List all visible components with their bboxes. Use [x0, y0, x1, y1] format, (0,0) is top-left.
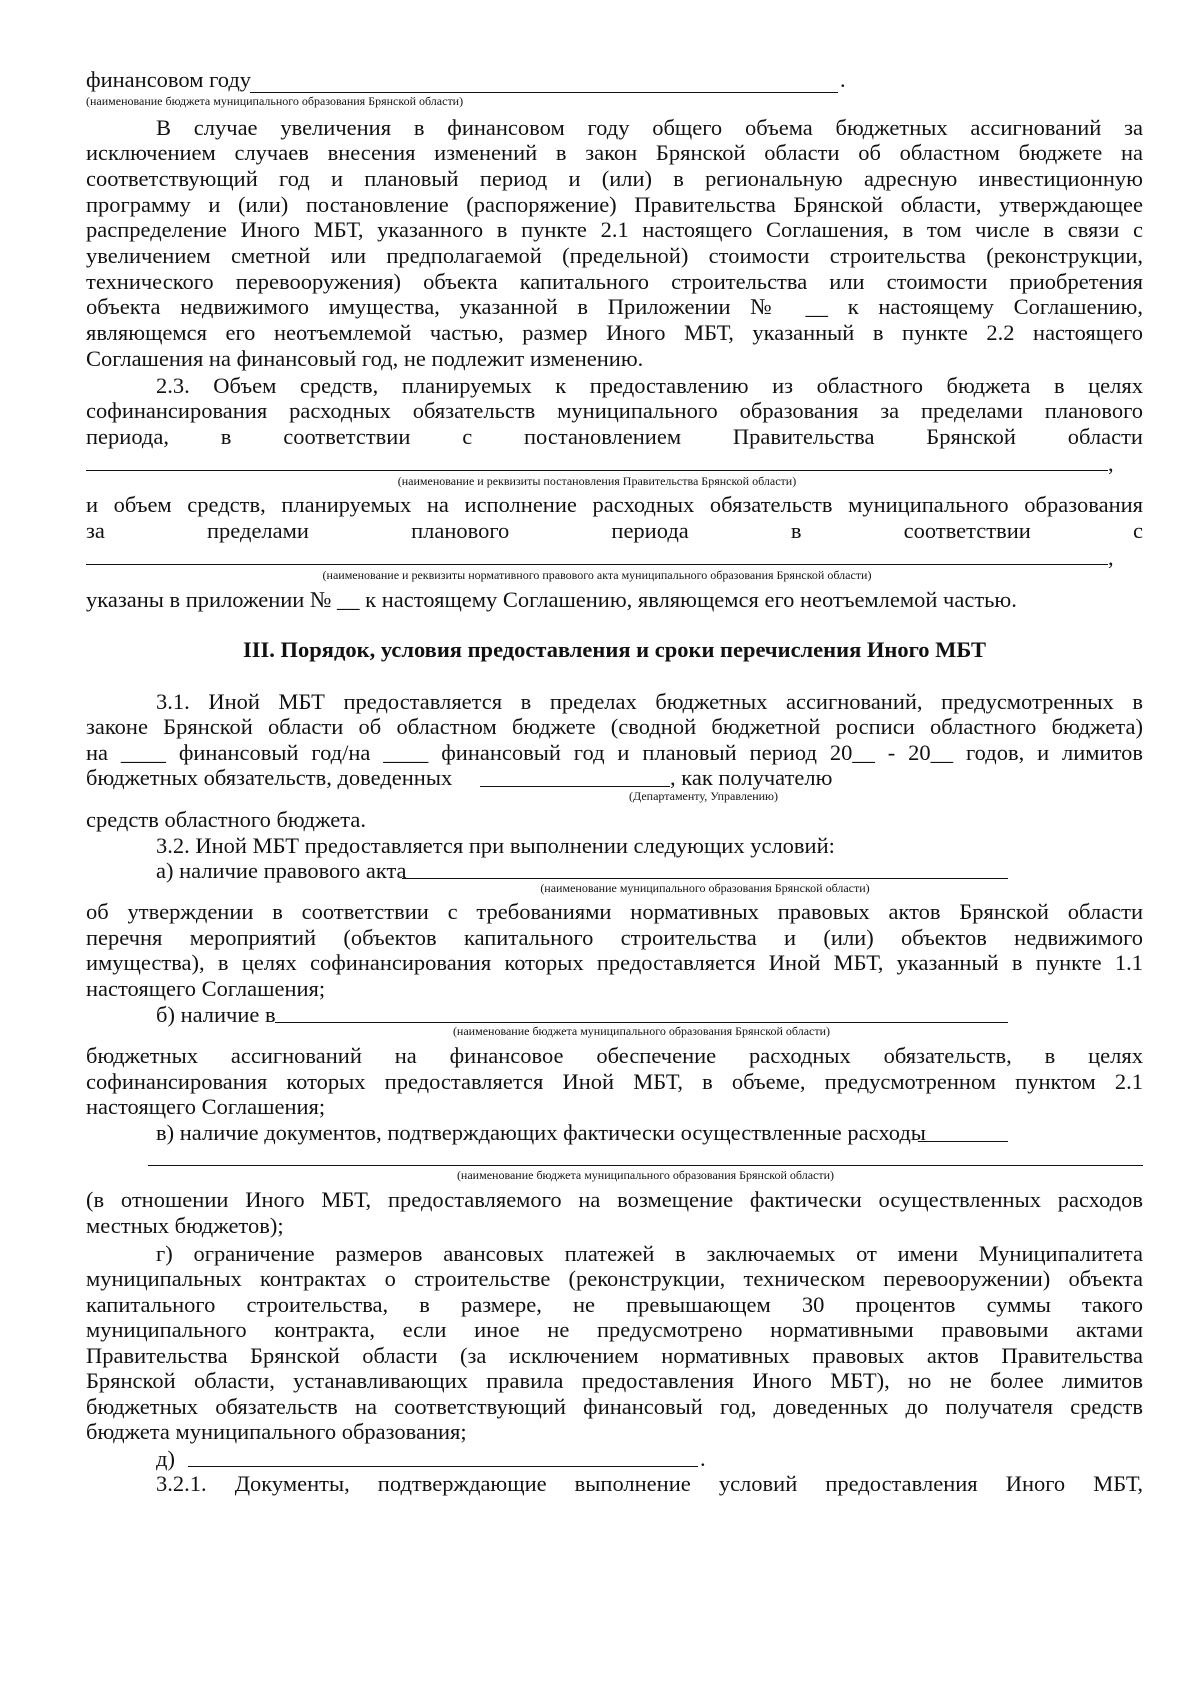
doc-line: г) ограничение размеров авансовых платежей в заключаемых от имени Муниципалитета	[156, 1241, 1143, 1266]
word: за	[86, 518, 105, 543]
doc-line: Правительства Брянской области (за исключением нормативных правовых актов Правительства	[86, 1343, 1143, 1368]
section-heading: III. Порядок, условия предоставления и сроки перечисления Иного МБТ	[243, 637, 986, 662]
doc-line: Брянской области, устанавливающих правила предоставления Иного МБТ), но не более лимитов	[86, 1368, 1143, 1393]
doc-line: капитального строительства, в размере, не превышающем 30 процентов суммы такого	[86, 1292, 1143, 1317]
text: .	[840, 67, 846, 92]
doc-line: соответствующий год и плановый период и (или) в региональную адресную инвестиционную	[86, 166, 1143, 191]
doc-line	[700, 1445, 720, 1473]
word: постановлением	[524, 424, 682, 449]
word: периода,	[86, 424, 169, 449]
doc-line: софинансирования которых предоставляется Иной МБТ, в объеме, предусмотренном пунктом 2.1	[86, 1069, 1143, 1094]
caption: (наименование бюджета муниципального образования Брянской области)	[86, 94, 464, 108]
doc-line	[86, 423, 1143, 451]
doc-line	[1108, 450, 1128, 478]
word: периода	[611, 518, 689, 543]
doc-line: имущества), в целях софинансирования которых предоставляется Иной МБТ, указанный в пункте 1.1	[86, 950, 1143, 975]
doc-line: распределение Иного МБТ, указанного в пункте 2.1 настоящего Соглашения, в том числе в связи с	[86, 217, 1143, 242]
text: , как получателю	[670, 765, 833, 790]
doc-line	[86, 1119, 1143, 1147]
caption: (наименование и реквизиты нормативного правового акта муниципального образования Брянской области)	[322, 568, 872, 582]
doc-line: настоящего Соглашения;	[86, 976, 326, 1001]
doc-line: местных бюджетов);	[86, 1213, 284, 1238]
doc-line: бюджета муниципального образования;	[86, 1419, 467, 1444]
word: с	[462, 424, 473, 449]
doc-line: указаны в приложении № __ к настоящему Соглашению, являющемся его неотъемлемой частью.	[86, 587, 1017, 612]
fill-line	[86, 564, 1108, 565]
doc-line	[1108, 544, 1128, 572]
text: финансовом году	[86, 67, 252, 92]
doc-line: В случае увеличения в финансовом году общего объема бюджетных ассигнований за	[156, 115, 1143, 140]
doc-line: муниципального контракта, если иное не предусмотрено нормативными правовыми актами	[86, 1317, 1143, 1342]
caption: (наименование бюджета муниципального образования Брянской области)	[452, 1024, 831, 1038]
fill-line	[402, 878, 1008, 879]
word: области	[1067, 424, 1143, 449]
doc-line	[86, 764, 1143, 792]
doc-line: настоящего Соглашения;	[86, 1094, 326, 1119]
doc-line: бюджетных ассигнований на финансовое обеспечение расходных обязательств, в целях	[86, 1043, 1143, 1068]
doc-line: 3.1. Иной МБТ предоставляется в пределах бюджетных ассигнований, предусмотренных в	[156, 689, 1143, 714]
word: с	[1132, 518, 1143, 543]
caption: (наименование и реквизиты постановления Правительства Брянской области)	[397, 474, 797, 488]
doc-line: муниципальных контрактах о строительстве (реконструкции, техническом перевооружении) объекта	[86, 1266, 1143, 1291]
fill-line	[148, 1165, 1143, 1166]
doc-line: исключением случаев внесения изменений в закон Брянской области об областном бюджете на	[86, 140, 1143, 165]
doc-line: (в отношении Иного МБТ, предоставляемого на возмещение фактически осуществленных расходов	[86, 1187, 1143, 1212]
doc-line: софинансирования расходных обязательств муниципального образования за пределами планового	[86, 398, 1143, 423]
doc-line: Соглашения на финансовый год, не подлежит изменению.	[86, 346, 644, 371]
doc-line: об утверждении в соответствии с требованиями нормативных правовых актов Брянской области	[86, 899, 1143, 924]
fill-line	[250, 92, 838, 93]
doc-line	[86, 1445, 1143, 1473]
text: .	[700, 1446, 706, 1471]
text: б) наличие в	[156, 1002, 276, 1027]
text: ,	[1108, 451, 1114, 476]
text: ,	[1108, 545, 1114, 570]
word: Правительства	[732, 424, 875, 449]
doc-line	[670, 764, 970, 792]
doc-line: 3.2. Иной МБТ предоставляется при выполнении следующих условий:	[156, 833, 835, 858]
doc-line: программу и (или) постановление (распоряжение) Правительства Брянской области, утверждающее	[86, 192, 1143, 217]
text: бюджетных обязательств, доведенных	[86, 765, 453, 790]
doc-line	[86, 517, 1143, 545]
word: в	[220, 424, 232, 449]
doc-line: 2.3. Объем средств, планируемых к предоставлению из областного бюджета в целях	[156, 373, 1143, 398]
caption: (Департаменту, Управлению)	[629, 789, 779, 803]
text: а) наличие правового акта	[156, 858, 407, 883]
fill-line	[188, 1466, 698, 1467]
doc-line: 3.2.1. Документы, подтверждающие выполнение условий предоставления Иного МБТ,	[156, 1471, 1143, 1496]
text: в) наличие документов, подтверждающих фактически осуществленные расходы	[156, 1120, 926, 1145]
word: соответствии	[903, 518, 1031, 543]
doc-line: объекта недвижимого имущества, указанной в Приложении № __ к настоящему Соглашению,	[86, 294, 1143, 319]
word: в	[790, 518, 802, 543]
doc-line: являющемся его неотъемлемой частью, размер Иного МБТ, указанный в пункте 2.2 настоящего	[86, 320, 1143, 345]
fill-line	[918, 1141, 1008, 1142]
doc-line: средств областного бюджета.	[86, 807, 366, 832]
doc-line: на ____ финансовый год/на ____ финансовый год и плановый период 20__ - 20__ годов, и лимитов	[86, 740, 1143, 765]
doc-line: законе Брянской области об областном бюджете (сводной бюджетной росписи областного бюджета)	[86, 714, 1143, 739]
fill-line	[275, 1022, 1008, 1023]
caption: (наименование бюджета муниципального образования Брянской области)	[456, 1168, 835, 1182]
doc-line: перечня мероприятий (объектов капитального строительства и (или) объектов недвижимого	[86, 925, 1143, 950]
fill-line	[86, 470, 1108, 471]
doc-line: увеличением сметной или предполагаемой (предельной) стоимости строительства (реконструкции,	[86, 243, 1143, 268]
word: Брянской	[926, 424, 1016, 449]
doc-line	[86, 66, 1143, 94]
word: соответствии	[283, 424, 411, 449]
text: д)	[156, 1446, 175, 1471]
doc-line: технического перевооружения) объекта капитального строительства или стоимости приобретения	[86, 269, 1143, 294]
doc-line	[840, 66, 860, 94]
word: пределами	[207, 518, 309, 543]
word: планового	[411, 518, 510, 543]
doc-line: и объем средств, планируемых на исполнение расходных обязательств муниципального образования	[86, 492, 1143, 517]
caption: (наименование муниципального образования Брянской области)	[540, 881, 870, 895]
doc-line: бюджетных обязательств на соответствующий финансовый год, доведенных до получателя средств	[86, 1394, 1143, 1419]
fill-line	[480, 786, 670, 787]
